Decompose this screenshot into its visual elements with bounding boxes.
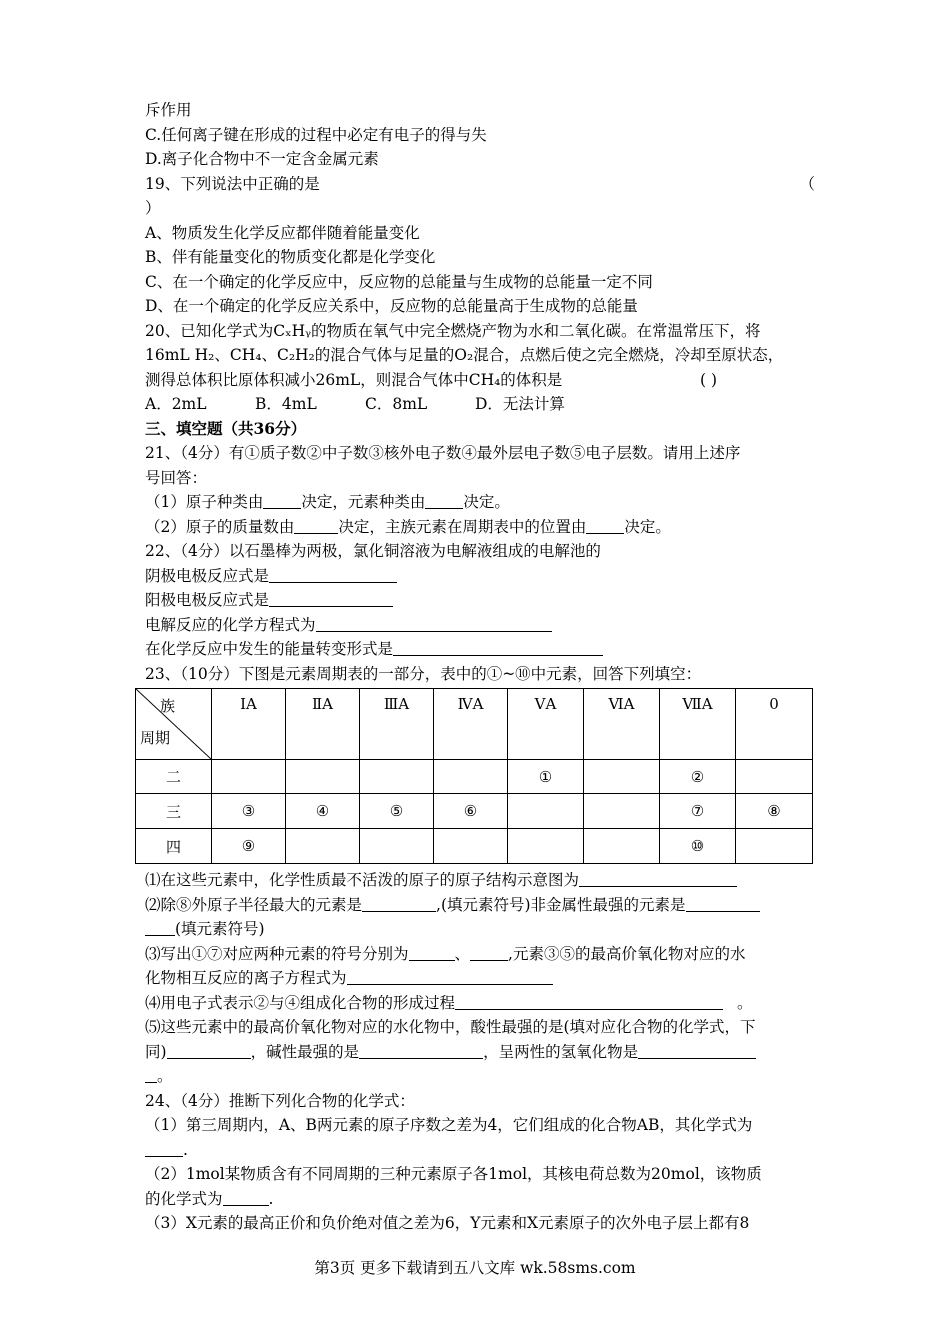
question-23-4 [145,991,815,1016]
question-21-part2 [145,515,815,540]
text: ，呈两性的氢氧化物是 [483,1042,639,1061]
text: ⑶写出①⑦对应两种元素的符号分别为 [145,944,409,963]
answer-blank[interactable] [269,566,397,583]
question-24-1-cont [145,1138,815,1163]
table-row [136,794,813,829]
answer-blank[interactable] [455,993,723,1010]
answer-blank[interactable] [223,1189,269,1206]
question-text: 19、下列说法中正确的是 [145,174,320,193]
periodic-table [135,688,813,864]
text-line: D.离子化合物中不一定含金属元素 [145,150,379,168]
option: D．无法计算 [475,395,565,413]
paren-close: ） [145,199,161,217]
element-cell: ⑧ [736,794,813,829]
text: 决定。 [624,517,671,536]
answer-blank[interactable] [263,492,301,509]
option-b: B、伴有能量变化的物质变化都是化学变化 [145,248,436,266]
text: ⑴在这些元素中，化学性质最不活泼的原子的原子结构示意图为 [145,871,580,889]
text: ,元素③⑤的最高价氧化物对应的水 [508,944,746,963]
answer-blank[interactable] [145,1140,183,1157]
element-cell [736,829,813,864]
period-cell: 三 [136,794,212,829]
answer-blank[interactable] [359,1042,483,1059]
text: 。 [737,993,753,1012]
element-cell: ④ [286,794,360,829]
answer-blank[interactable] [470,944,508,961]
group-header: 0 [736,689,813,760]
question-23-5: ⑸这些元素中的最高价氧化物对应的水化物中，酸性最强的是(填对应化合物的化学式，下 [145,1018,756,1036]
element-cell [286,760,360,794]
text: 化物相互反应的离子方程式为 [145,969,347,987]
question-23-2 [145,893,815,918]
question-23-5-cont [145,1040,815,1065]
answer-blank[interactable] [686,895,760,912]
question-23-3 [145,942,815,967]
question-21-line1: 21、（4分）有①质子数②中子数③核外电子数④最外层电子数⑤电子层数。请用上述序 [145,444,741,462]
question-23-5-end [145,1064,815,1089]
question-24-2: （2）1mol某物质含有不同周期的三种元素原子各1mol，其核电荷总数为20mol，该物质 [145,1165,762,1183]
answer-blank[interactable] [409,944,455,961]
group-header: ⅦA [660,689,736,760]
text: 决定。 [463,493,510,511]
question-20-options [145,392,815,417]
answer-paren: （ [799,174,815,193]
answer-blank[interactable] [425,492,463,509]
answer-blank[interactable] [347,968,553,985]
answer-blank[interactable] [638,1042,756,1059]
text: 阳极电极反应式是 [145,591,270,609]
text: 在化学反应中发生的能量转变形式是 [145,640,394,658]
element-cell [434,760,508,794]
question-20-line2: 16mL H₂、CH₄、C₂H₂的混合气体与足量的O₂混合，点燃后使之完全燃烧，冷却至原状态， [145,346,784,364]
text: ,(填元素符号)非金属性最强的元素是 [436,895,686,914]
element-cell [508,794,584,829]
text: 、 [454,944,471,963]
question-22-c [145,613,815,638]
answer-blank[interactable] [393,639,603,656]
answer-blank[interactable] [586,517,624,534]
answer-paren: ( ) [700,370,718,389]
text-line: 斥作用 [145,101,192,119]
question-22: 22、（4分）以石墨棒为两极，氯化铜溶液为电解液组成的电解池的 [145,542,601,560]
question-24-3: （3）X元素的最高正价和负价绝对值之差为6，Y元素和X元素原子的次外电子层上都有8 [145,1214,750,1232]
table-row [136,760,813,794]
table-row [136,829,813,864]
element-cell [434,829,508,864]
question-text: 测得总体积比原体积减小26mL，则混合气体中CH₄的体积是 [145,370,563,389]
element-cell [212,760,286,794]
question-24: 24、（4分）推断下列化合物的化学式： [145,1091,415,1110]
element-cell: ⑨ [212,829,286,864]
element-cell [360,829,434,864]
answer-blank[interactable] [145,1066,157,1083]
question-22-b [145,588,815,613]
element-cell [736,760,813,794]
table-corner-cell [136,689,212,760]
period-label: 周期 [140,729,171,747]
element-cell: ⑤ [360,794,434,829]
page-footer: 第3页 更多下载请到五八文库 wk.58sms.com [314,1259,636,1277]
question-21-part1 [145,490,815,515]
group-header: ⅥA [584,689,660,760]
text: . [183,1140,188,1159]
answer-blank[interactable] [362,895,436,912]
text-line: C.任何离子键在形成的过程中必定有电子的得与失 [145,125,487,144]
answer-blank[interactable] [579,870,737,887]
question-20-line1: 20、已知化学式为CₓHᵧ的物质在氧气中完全燃烧产物为水和二氧化碳。在常温常压下，将 [145,321,761,340]
element-cell [508,829,584,864]
group-label: 族 [160,697,176,715]
question-19 [145,172,815,197]
question-24-2-cont [145,1187,815,1212]
text: 。 [157,1067,173,1085]
element-cell: ⑩ [660,829,736,864]
text: ⑷用电子式表示②与④组成化合物的形成过程 [145,993,456,1012]
element-cell [584,760,660,794]
text: ⑵除⑧外原子半径最大的元素是 [145,895,363,914]
question-20-line3 [145,368,815,393]
option: B．4mL [255,395,317,413]
element-cell: ③ [212,794,286,829]
element-cell: ⑦ [660,794,736,829]
question-22-a [145,564,815,589]
text: 同) [145,1042,167,1061]
question-23-1 [145,868,815,893]
element-cell [584,829,660,864]
text: ，碱性最强的是 [250,1042,360,1061]
document-page [140,98,815,1236]
text: (填元素符号) [175,920,265,938]
group-header: ⅠA [212,689,286,760]
text: 的化学式为 [145,1189,223,1208]
section-heading: 三、填空题（共36分） [145,418,307,438]
period-cell: 四 [136,829,212,864]
element-cell: ① [508,760,584,794]
question-23-3-cont [145,966,815,991]
text: 决定，主族元素在周期表中的位置由 [338,517,587,536]
group-header: ⅢA [360,689,434,760]
text: 决定，元素种类由 [301,493,426,511]
question-24-1 [145,1113,815,1138]
question-21-line2: 号回答： [145,468,208,487]
answer-blank[interactable] [145,919,175,936]
answer-blank[interactable] [167,1042,251,1059]
group-header: ⅤA [508,689,584,760]
period-cell: 二 [136,760,212,794]
element-cell: ⑥ [434,794,508,829]
text: 电解反应的化学方程式为 [145,615,316,634]
option-d: D、在一个确定的化学反应关系中，反应物的总能量高于生成物的总能量 [145,297,638,315]
group-header: ⅡA [286,689,360,760]
group-header: ⅣA [434,689,508,760]
element-cell [286,829,360,864]
element-cell [360,760,434,794]
text: （1）原子种类由 [145,493,264,511]
option: A．2mL [145,395,207,413]
element-cell [584,794,660,829]
question-22-d [145,637,815,662]
answer-blank[interactable] [269,590,393,607]
text: （1）第三周期内，A、B两元素的原子序数之差为4，它们组成的化合物AB，其化学式为 [145,1116,753,1134]
text: 阴极电极反应式是 [145,566,270,585]
option-c: C、在一个确定的化学反应中，反应物的总能量与生成物的总能量一定不同 [145,272,653,291]
text: （2）原子的质量数由 [145,517,295,536]
text: . [268,1189,274,1208]
answer-paren-close [145,196,815,221]
answer-blank[interactable] [316,615,552,632]
question-23-2-cont [145,917,815,942]
element-cell: ② [660,760,736,794]
answer-blank[interactable] [294,517,338,534]
question-23: 23、（10分）下图是元素周期表的一部分，表中的①~⑩中元素，回答下列填空： [145,664,702,683]
option-a: A、物质发生化学反应都伴随着能量变化 [145,223,420,242]
table-header-row [136,689,813,760]
option: C．8mL [365,395,428,413]
